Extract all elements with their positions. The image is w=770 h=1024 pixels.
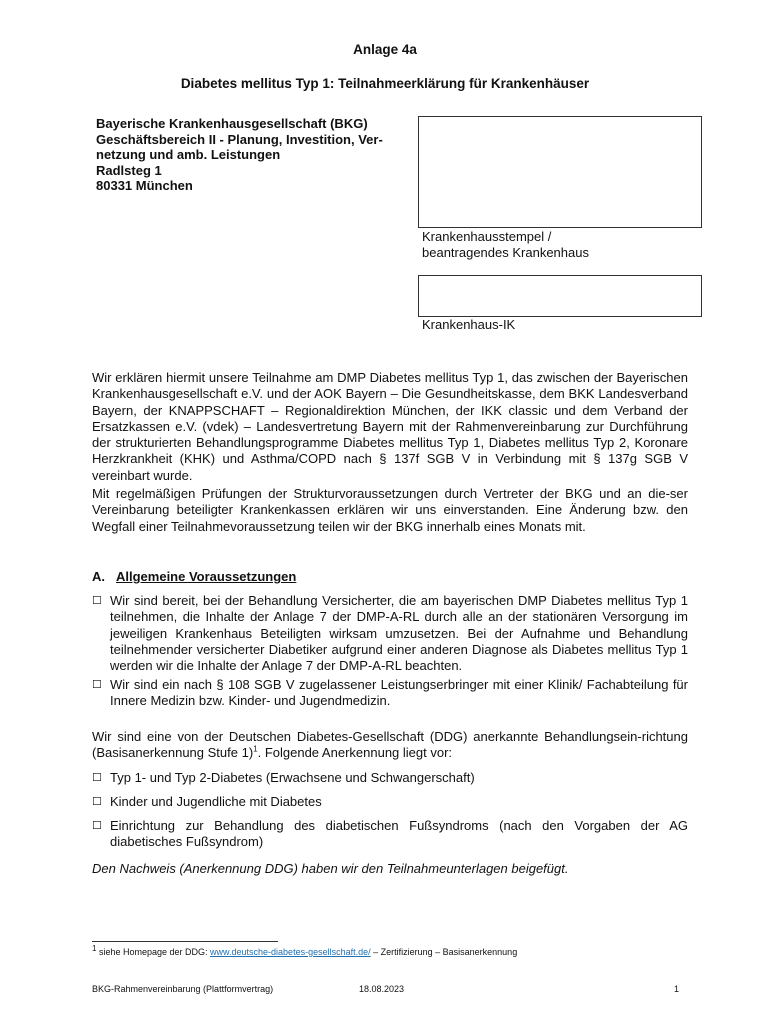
checkbox-item-children: [92, 794, 688, 810]
ddg-recognition-paragraph: [92, 729, 688, 762]
section-a-heading: [92, 569, 296, 584]
annex-heading: Anlage 4a: [353, 42, 417, 57]
hospital-ik-field[interactable]: [418, 275, 702, 317]
checkbox-text: Kinder und Jugendliche mit Diabetes: [110, 794, 322, 809]
checkbox-icon[interactable]: ☐: [92, 796, 102, 808]
checkbox-text: Wir sind bereit, bei der Behandlung Versicherter, die am bayerischen DMP Diabetes mellitus Typ 1 teilnehmen, die Inhalte der Anlage 7 der DMP-A-RL durch alle an der stationären Versorgung im jeweiligen Krankenhaus Beteiligten wirksam umzusetzen. Bei der Aufnahme und Behandlung teilnehmender versicherter Diabetiker aufgrund einer anderen Diagnose als Diabetes mellitus Typ 1 werden wir die Inhalte der Anlage 7 der DMP-A-RL beachten.: [110, 593, 688, 674]
address-line: 80331 München: [96, 178, 193, 193]
checkbox-text: Wir sind ein nach § 108 SGB V zugelassener Leistungserbringer mit einer Klinik/ Fachabteilung für Innere Medizin bzw. Kinder- und Jugendmedizin.: [110, 677, 688, 709]
participation-paragraph: Wir erklären hiermit unsere Teilnahme am DMP Diabetes mellitus Typ 1, das zwischen der Bayerischen Krankenhausgesellschaft e.V. und der AOK Bayern – Die Gesundheitskasse, dem BKK Landesverband Bayern, der KNAPPSCHAFT – Regionaldirektion München, der IKK classic und dem Verband der Ersatzkassen e.V. (vdek) – Landesvertretung Bayern mit der Rahmenvereinbarung zur Durchführung der strukturierten Behandlungsprogramme Diabetes mellitus Typ 1, Diabetes mellitus Typ 2, Koronare Herzkrankheit (KHK) und Asthma/COPD nach § 137f SGB V in Verbindung mit § 137g SGB V vereinbart wurde.: [92, 370, 688, 483]
checkbox-text: Typ 1- und Typ 2-Diabetes (Erwachsene und Schwangerschaft): [110, 770, 475, 785]
section-a-label: A.: [92, 569, 105, 584]
footnote: [92, 944, 518, 957]
address-line: Geschäftsbereich II - Planung, Investition, Ver-: [96, 131, 383, 147]
checkbox-item-type1-type2: [92, 770, 688, 786]
footer-document-name: BKG-Rahmenvereinbarung (Plattformvertrag): [92, 984, 274, 994]
footnote-number: 1: [92, 944, 97, 953]
ddg-link[interactable]: www.deutsche-diabetes-gesellschaft.de/: [210, 947, 371, 957]
footnote-prefix: siehe Homepage der DDG:: [96, 947, 211, 957]
footnote-divider: [92, 941, 278, 942]
document-title: Diabetes mellitus Typ 1: Teilnahmeerklärung für Krankenhäuser: [180, 76, 590, 91]
ddg-text-end: . Folgende Anerkennung liegt vor:: [257, 745, 453, 761]
checkbox-icon[interactable]: ☐: [92, 820, 102, 832]
footnote-suffix: – Zertifizierung – Basisanerkennung: [370, 947, 518, 957]
hospital-stamp-label: [422, 229, 589, 261]
section-a-title: Allgemeine Voraussetzungen: [116, 569, 297, 584]
checkbox-icon[interactable]: ☐: [92, 595, 102, 607]
checkbox-item-diabetic-foot: [92, 818, 688, 851]
checkbox-icon[interactable]: ☐: [92, 679, 102, 691]
stamp-label-line2: beantragendes Krankenhaus: [422, 245, 589, 260]
stamp-label-line1: Krankenhausstempel /: [422, 229, 552, 244]
hospital-ik-label: Krankenhaus-IK: [422, 317, 516, 332]
checkbox-item-dmp-implementation: [92, 593, 688, 674]
proof-note: Den Nachweis (Anerkennung DDG) haben wir den Teilnahmeunterlagen beigefügt.: [92, 861, 569, 876]
audit-consent-paragraph: Mit regelmäßigen Prüfungen der Strukturvoraussetzungen durch Vertreter der BKG und an die-ser Vereinbarung beteiligter Krankenkassen erklären wir uns einverstanden. Eine Änderung bzw. den Wegfall einer Teilnahmevoraussetzung teilen wir der BKG innerhalb eines Monats mit.: [92, 486, 688, 534]
footnote-ref: 1: [253, 744, 258, 754]
checkbox-icon[interactable]: ☐: [92, 772, 102, 784]
footer-date: 18.08.2023: [359, 984, 405, 994]
footer-page-number: 1: [674, 984, 680, 994]
address-line: netzung und amb. Leistungen: [96, 147, 281, 162]
checkbox-item-licensed-provider: [92, 677, 688, 710]
hospital-stamp-field[interactable]: [418, 116, 702, 228]
address-line: Bayerische Krankenhausgesellschaft (BKG): [96, 116, 368, 131]
recipient-address: [96, 116, 414, 194]
checkbox-text: Einrichtung zur Behandlung des diabetischen Fußsyndroms (nach den Vorgaben der AG diabetisches Fußsyndrom): [110, 818, 688, 850]
address-line: Radlsteg 1: [96, 162, 162, 178]
ddg-text: Wir sind eine von der Deutschen Diabetes-Gesellschaft (DDG) anerkannte Behandlungsein-richtung (Basisanerkennung Stufe 1): [92, 729, 688, 761]
